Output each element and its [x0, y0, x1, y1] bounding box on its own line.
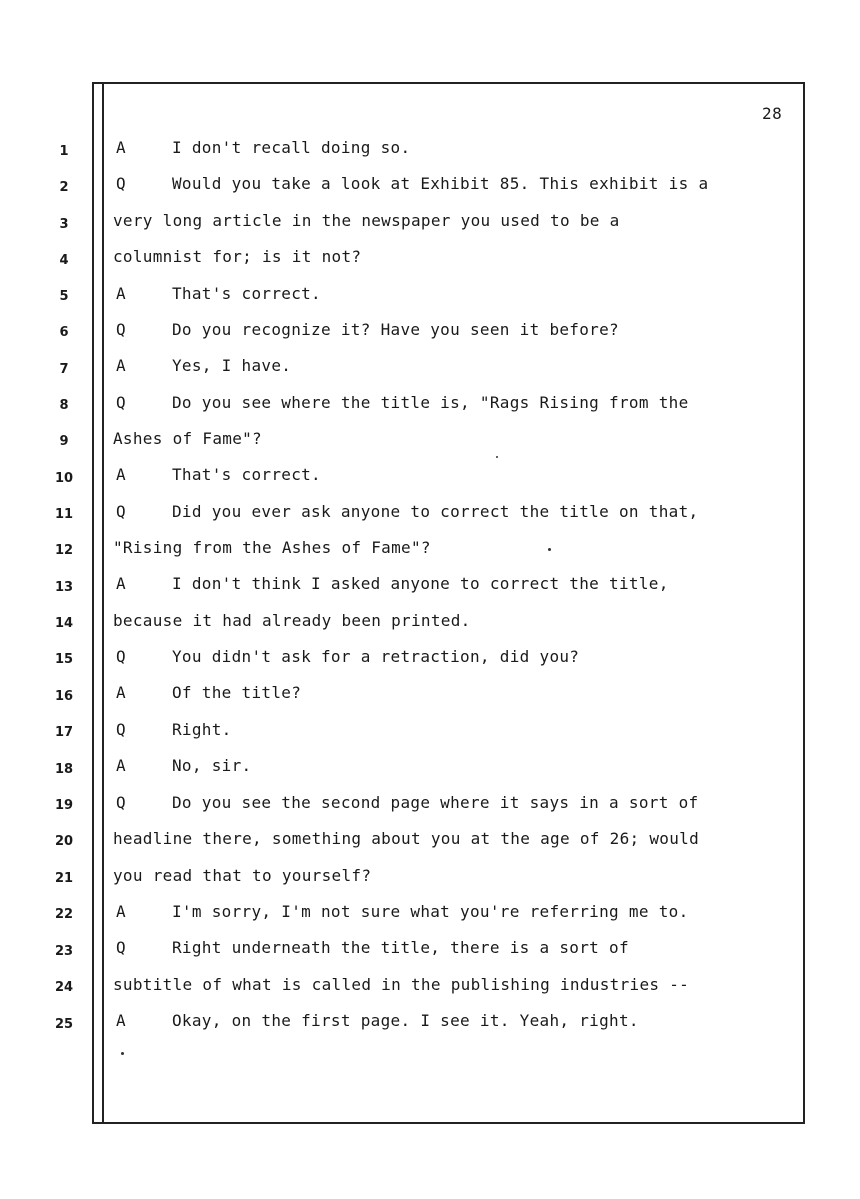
transcript-line: Would you take a look at Exhibit 85. This exhibit is a [172, 174, 709, 193]
line-number: 4 [59, 253, 69, 268]
line-number: 15 [54, 652, 74, 667]
transcript-line: Yes, I have. [172, 356, 292, 375]
transcript-line: No, sir. [172, 756, 252, 775]
speaker-label: Q [116, 647, 126, 666]
speaker-label: A [116, 284, 126, 303]
line-number: 19 [54, 798, 74, 813]
transcript-line: headline there, something about you at the age of 26; would [113, 829, 700, 848]
line-number: 22 [54, 907, 74, 922]
line-number: 11 [54, 507, 74, 522]
speaker-label: Q [116, 320, 126, 339]
speaker-label: Q [116, 502, 126, 521]
transcript-line: Do you see where the title is, "Rags Rising from the [172, 393, 689, 412]
line-number: 23 [54, 944, 74, 959]
transcript-line: Right underneath the title, there is a sort of [172, 938, 629, 957]
transcript-line: Of the title? [172, 683, 302, 702]
speaker-label: A [116, 574, 126, 593]
speaker-label: A [116, 1011, 126, 1030]
speaker-label: Q [116, 938, 126, 957]
transcript-line: you read that to yourself? [113, 866, 372, 885]
line-number: 6 [59, 325, 69, 340]
transcript-line: Do you recognize it? Have you seen it before? [172, 320, 619, 339]
line-number: 12 [54, 543, 74, 558]
transcript-line: "Rising from the Ashes of Fame"? [113, 538, 431, 557]
speaker-label: A [116, 138, 126, 157]
scan-speck [121, 1052, 124, 1055]
page-number: 28 [762, 104, 783, 123]
left-margin-rule [102, 82, 104, 1124]
transcript-line: Okay, on the first page. I see it. Yeah, right. [172, 1011, 639, 1030]
line-number: 13 [54, 580, 74, 595]
transcript-line: That's correct. [172, 284, 321, 303]
speaker-label: A [116, 356, 126, 375]
speaker-label: Q [116, 793, 126, 812]
transcript-line: Do you see the second page where it says in a sort of [172, 793, 699, 812]
speaker-label: Q [116, 720, 126, 739]
speaker-label: A [116, 465, 126, 484]
line-number: 9 [59, 434, 69, 449]
line-number: 18 [54, 762, 74, 777]
line-number: 17 [54, 725, 74, 740]
line-number: 24 [54, 980, 74, 995]
transcript-page-border [92, 82, 805, 1124]
line-number: 10 [54, 471, 74, 486]
speaker-label: A [116, 902, 126, 921]
line-number: 2 [59, 180, 69, 195]
line-number: 14 [54, 616, 74, 631]
transcript-line: I don't recall doing so. [172, 138, 411, 157]
line-number: 16 [54, 689, 74, 704]
transcript-line: I'm sorry, I'm not sure what you're referring me to. [172, 902, 689, 921]
scan-speck [496, 456, 498, 458]
line-number: 7 [59, 362, 69, 377]
transcript-line: That's correct. [172, 465, 321, 484]
line-number: 21 [54, 871, 74, 886]
transcript-line: Did you ever ask anyone to correct the title on that, [172, 502, 699, 521]
line-number: 8 [59, 398, 69, 413]
transcript-line: very long article in the newspaper you used to be a [113, 211, 620, 230]
line-number: 3 [59, 217, 69, 232]
speaker-label: A [116, 756, 126, 775]
transcript-line: subtitle of what is called in the publishing industries -- [113, 975, 690, 994]
speaker-label: A [116, 683, 126, 702]
transcript-line: You didn't ask for a retraction, did you? [172, 647, 580, 666]
transcript-line: Ashes of Fame"? [113, 429, 262, 448]
line-number: 20 [54, 834, 74, 849]
transcript-line: because it had already been printed. [113, 611, 471, 630]
line-number: 25 [54, 1017, 74, 1032]
scan-speck [548, 548, 551, 551]
speaker-label: Q [116, 393, 126, 412]
transcript-line: columnist for; is it not? [113, 247, 362, 266]
line-number: 1 [59, 144, 69, 159]
line-number: 5 [59, 289, 69, 304]
speaker-label: Q [116, 174, 126, 193]
transcript-line: Right. [172, 720, 232, 739]
transcript-line: I don't think I asked anyone to correct the title, [172, 574, 669, 593]
